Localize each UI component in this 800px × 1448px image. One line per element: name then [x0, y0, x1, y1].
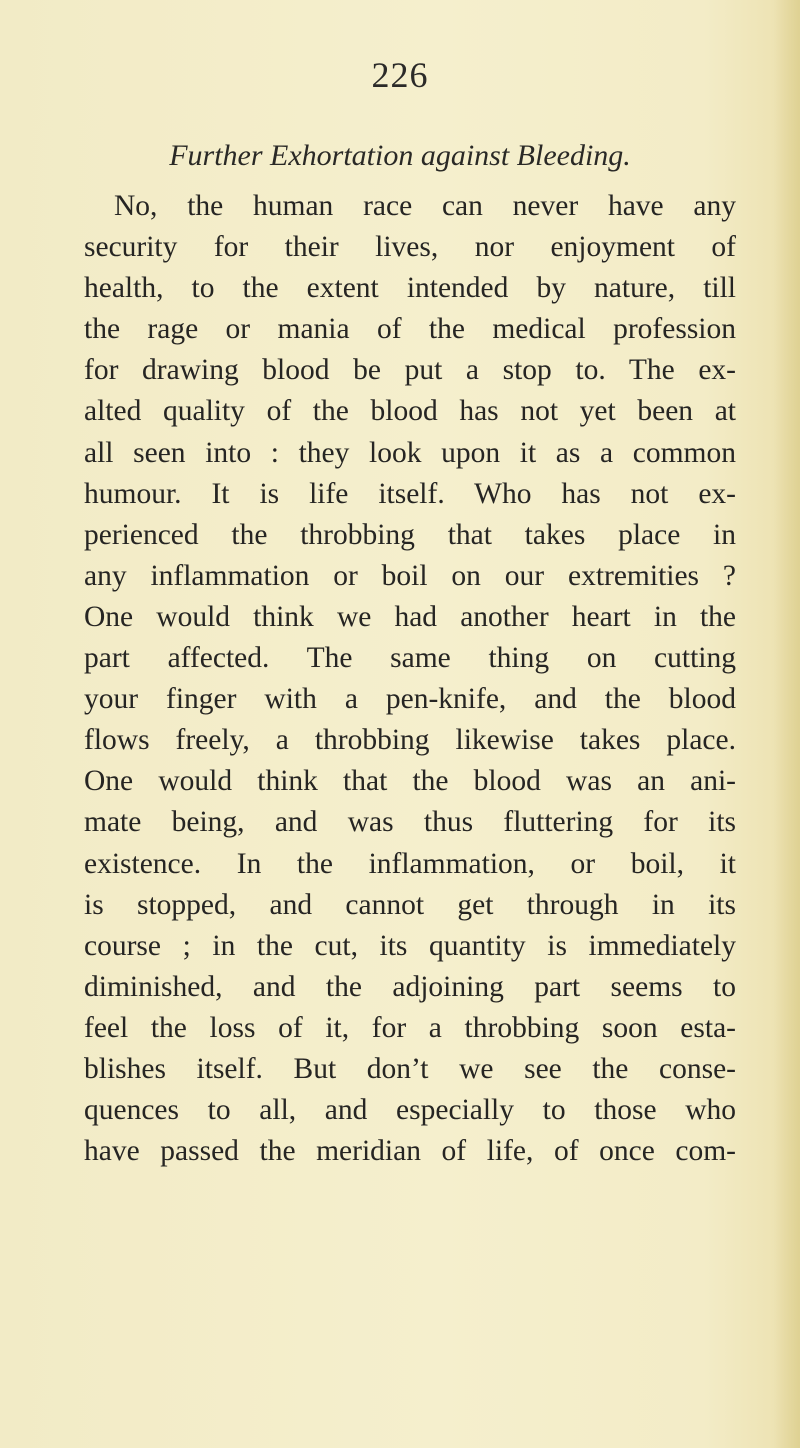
text-line: health, to the extent intended by nature, till — [84, 272, 736, 305]
text-line: all seen into : they look upon it as a common — [84, 436, 736, 469]
text-line: the rage or mania of the medical profession — [84, 313, 736, 346]
text-line: One would think we had another heart in the — [84, 600, 736, 633]
text-line: flows freely, a throbbing likewise takes place. — [84, 724, 736, 757]
text-line: any inflammation or boil on our extremities ? — [84, 559, 736, 592]
text-line: your finger with a pen-knife, and the blood — [84, 683, 736, 716]
text-line: course ; in the cut, its quantity is immediately — [84, 929, 736, 962]
section-heading: Further Exhortation against Bleeding. — [169, 139, 631, 172]
body-paragraph — [84, 186, 736, 1172]
text-line: diminished, and the adjoining part seems to — [84, 970, 736, 1003]
text-line: humour. It is life itself. Who has not ex- — [84, 477, 736, 510]
text-line: mate being, and was thus fluttering for its — [84, 806, 736, 839]
text-line: One would think that the blood was an ani- — [84, 765, 736, 798]
page-edge-shadow — [774, 0, 800, 1448]
text-line: for drawing blood be put a stop to. The ex- — [84, 354, 736, 387]
text-line: security for their lives, nor enjoyment of — [84, 231, 736, 264]
text-line: alted quality of the blood has not yet been at — [84, 395, 736, 428]
text-line: is stopped, and cannot get through in its — [84, 888, 736, 921]
text-line: perienced the throbbing that takes place in — [84, 518, 736, 551]
text-line: No, the human race can never have any — [114, 190, 736, 222]
text-line: quences to all, and especially to those who — [84, 1094, 736, 1127]
text-line: feel the loss of it, for a throbbing soon esta- — [84, 1011, 736, 1044]
page-number: 226 — [371, 55, 429, 95]
text-line: part affected. The same thing on cutting — [84, 642, 736, 675]
text-line: existence. In the inflammation, or boil, it — [84, 847, 736, 880]
text-line: have passed the meridian of life, of once com- — [84, 1135, 736, 1168]
text-line: blishes itself. But don’t we see the conse- — [84, 1052, 736, 1085]
